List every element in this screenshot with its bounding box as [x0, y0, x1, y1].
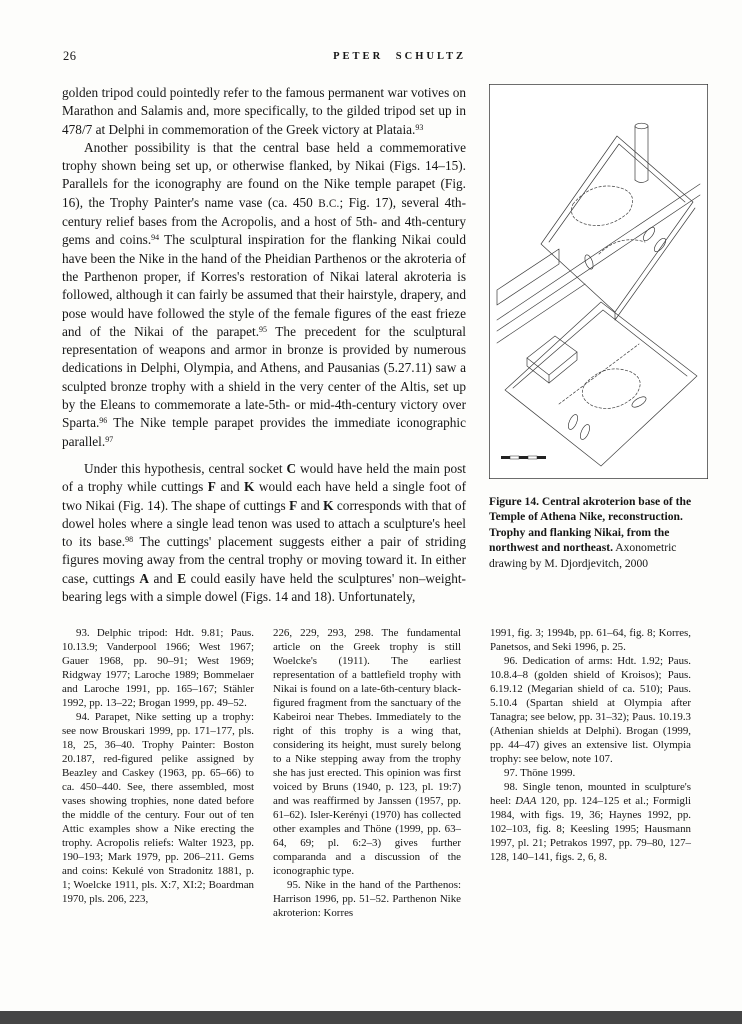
footnotes: [62, 626, 691, 920]
footnote-97: 97. Thöne 1999.: [504, 767, 576, 779]
body-paragraph: Under this hypothesis, central socket C would have held the main post of a trophy while cuttings F and K would each have held a single foot of two Nikai (Fig. 14). The shape of cuttings F and K corresponds with that of dowel holes where a single lead tenon was used to attach a sculpture's heel to its base.$^{98}$ The cuttings' placement suggests either a pair of striding figures moving away from the central trophy or moving toward it. In either case, cuttings A and E could easily have held the sculptures' non–weight-bearing legs with a simple dowel (Figs. 14 and 18). Unfortunately,: [62, 460, 466, 605]
footnote-95-continued: 1991, fig. 3; 1994b, pp. 61–64, fig. 8; Korres, Panetsos, and Seki 1996, p. 25.: [490, 627, 691, 653]
footnote-93: 93. Delphic tripod: Hdt. 9.81; Paus. 10.13.9; Vanderpool 1966; West 1967; Gauer 1968, pp. 90–91; West 1969; Ridgway 1977; Laroche 1989; Bommelaer and Laroche 1991, pp. 165–167; Stähler 1992, pp. 13–22; Brogan 1999, pp. 49–52.: [62, 627, 254, 709]
figure-14-caption: [489, 494, 708, 571]
figure-14-drawing: [489, 84, 708, 479]
page-bottom-edge: [0, 1011, 742, 1024]
scale-bar: [501, 456, 546, 459]
footnote-95: 95. Nike in the hand of the Parthenos: Harrison 1996, pp. 51–52. Parthenon Nike akroterion: Korres: [273, 879, 461, 919]
figure-14: [489, 84, 708, 571]
footnote-98: 98. Single tenon, mounted in sculpture's heel: DAA 120, pp. 124–125 et al.; Formigli 1984, with figs. 19, 36; Haynes 1992, pp. 102–103, fig. 8; Keesling 1995; Hausmann 1997, pl. 21; Petrakos 1997, pp. 79–80, 127–128, 140–141, figs. 2, 6, 8.: [490, 781, 692, 863]
footnote-94: 94. Parapet, Nike setting up a trophy: see now Brouskari 1999, pp. 171–177, pls. 18, 25, 36–40. Trophy Painter: Boston 20.187, red-figured pelike assigned by Beazley and Caskey (1963, pp. 65–66) to ca. 450–440. See, there assembled, most vases showing trophies, none dated before the middle of the century. Four out of ten Attic examples show a Nike erecting the trophy. Acropolis reliefs: Walter 1923, pp. 190–193; Mark 1979, pp. 206–211. Gems and coins: Kekulé von Stradonitz 1881, p. 1; Woelcke 1911, pls. X:7, XI:2; Boardman 1970, pls. 206, 223,: [62, 711, 254, 905]
body-paragraph: Another possibility is that the central base held a commemorative trophy shown being set up, or otherwise flanked, by Nikai (Figs. 14–15). Parallels for the iconography are found on the Nike temple parapet (Fig. 16), the Trophy Painter's name vase (ca. 450 B.C.; Fig. 17), several 4th-century relief bases from the Acropolis, and a host of 5th- and 4th-century gems and coins.$^{94}$ The sculptural inspiration for the flanking Nikai could have been the Nike in the hand of the Pheidian Parthenos or the akroteria of the Parthenon proper, if Korres's restoration of Nikai lateral akroteria is followed, although it can fairly be assumed that their hairstyle, drapery, and pose would have followed the style of the female figures of the east frieze and of the Nikai of the parapet.$^{95}$ The precedent for the sculptural representation of weapons and armor in bronze is provided by numerous dedications in Delphi, Olympia, and Athens, and Pausanias (5.27.11) saw a sculpted bronze trophy with a shield in the very center of the Altis, set up by the Eleans to commemorate a late-5th- or mid-4th-century victory over Sparta.$^{96}$ The Nike temple parapet provides the immediate iconographic parallel.$^{97}$: [62, 139, 466, 449]
figure-caption-main: Figure 14. Central akroterion base of the Temple of Athena Nike, reconstruction. Trophy and flanking Nikai, from the northwest and northeast.: [489, 495, 692, 555]
axonometric-drawing: [489, 84, 708, 479]
running-head: PETER SCHULTZ: [333, 51, 466, 62]
footnote-94-continued: 226, 229, 293, 298. The fundamental article on the Greek trophy is still Woelcke's (1911). The earliest representation of a battlefield trophy with Nikai is found on a late-6th-century black-figured fragment from the sanctuary of the Kabeiroi near Thebes. Immediately to the right of this trophy is a wing that, considering its height, must surely belong to a Nike stepping away from the trophy she has just erected. This opinion was first voiced by Bruns (1940, p. 123, pl. 19:7) and was reaffirmed by Janssen (1957, pp. 61–62). Isler-Kerényi (1970) has collected other examples and Thöne (1999, pp. 63–64, 69; pl. 6:2–3) gives further comparanda and a discussion of the iconographic type.: [273, 627, 461, 877]
footnote-column-1: [62, 626, 254, 920]
footnote-column-2: [273, 626, 461, 920]
footnote-column-3: [490, 626, 691, 920]
figure-caption-credit: Axonometric drawing by M. Djordjevitch, 2000: [489, 541, 677, 570]
body-text: [62, 84, 466, 606]
footnote-96: 96. Dedication of arms: Hdt. 1.92; Paus. 10.8.4–8 (golden shield of Kroisos); Paus. 6.19.12 (Megarian shield of ca. 510); Paus. 5.10.4 (Spartan shield at Olympia after Tanagra; see below, pp. 31–32); Paus. 10.19.3 (Athenian shields at Delphi). Brogan (1999, pp. 44–47) gives an extensive list. Olympia trophy: see below, note 107.: [490, 655, 691, 765]
page-number: 26: [63, 49, 77, 63]
body-paragraph: golden tripod could pointedly refer to the famous permanent war votives on Marathon and Salamis and, more specifically, to the gilded tripod set up in 478/7 at Delphi in commemoration of the Greek victory at Plataia.$^{93}$: [62, 85, 466, 137]
